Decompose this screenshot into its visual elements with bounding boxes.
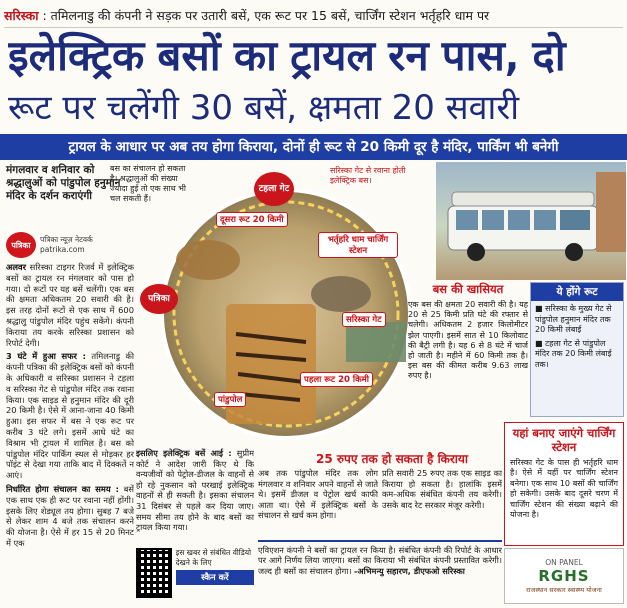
ad-subtitle: राजस्थान सरकार स्वास्थ्य योजना	[526, 586, 602, 594]
tahla-gate-badge: टहला गेट	[254, 172, 294, 206]
sariska-gate-label: सरिस्का गेट	[342, 312, 386, 327]
p3-text: बसें एक साथ एक ही रूट पर रवाना नहीं होंगी। इसके लिए शेड्यूल तय होगा। सुबह 7 बजे से लेकर शाम 4 बजे तक संचालन करने की योजना है। ऐसे में हर 15 से 20 मिनट में एक	[6, 483, 134, 548]
fare-column-2: प्रति सवारी 25 रुपए तक एक साइड का किराया हो सकता है। हालांकि इसमें कम-अधिक संबंधित कंपनी तय करेगी। उसके बाद रेट सरकार मंजूर करेगी।	[382, 468, 502, 510]
dateline-place: सरिस्का	[4, 8, 39, 23]
reason-column	[136, 448, 254, 544]
left-heading: मंगलवार व शनिवार को श्रद्धालुओं को पांडुपोल हनुमान मंदिर के दर्शन कराएंगी	[6, 164, 121, 202]
quote-text: एविएशन कंपनी ने बसों का ट्रायल रन किया है। संबंधित कंपनी की रिपोर्ट के आधार पर आगे निर्णय लिया जाएगा। बसों का किराया भी संबंधित कंपनी प्रस्तावित करेगी। जल्द ही बसों का संचालन होगा।	[258, 545, 502, 576]
gate-photo	[346, 322, 406, 362]
route-diagram-graphic	[136, 164, 436, 446]
bus-features-heading: बस की खासियत	[432, 282, 504, 296]
patrika-logo: पत्रिका	[6, 232, 36, 258]
p3-lead: निर्धारित होगा संचालन का समय :	[6, 483, 119, 494]
qr-code-icon[interactable]	[136, 548, 172, 598]
mongoose-photo	[311, 276, 371, 312]
routes-box	[530, 282, 624, 417]
bus-illustration	[436, 162, 626, 280]
deer-photo	[176, 240, 240, 280]
fare-column-1: अब तक पांडुपोल मंदिर तक लोग मंगलवार व शनिवार अपने वाहनों से जाते थे। इसमें डीजल व पेट्रोल खर्च काफी आता था। ऐसे में इलेक्ट्रिक बसों के संचालन से खर्च कम होगा।	[258, 468, 378, 521]
publisher-byline	[6, 230, 134, 260]
patrika-badge: पत्रिका	[140, 284, 178, 314]
charging-heading: यहां बनाए जाएंगे चार्जिंग स्टेशन	[512, 426, 616, 454]
headline-line-2: रूट पर चलेंगी 30 बसें, क्षमता 20 सवारी	[8, 88, 520, 128]
bus-wheel-front	[467, 243, 485, 261]
dfo-quote	[258, 540, 502, 598]
left-body	[6, 262, 134, 592]
bus-features-text: एक बस की क्षमता 20 सवारी की है। यह 20 से 25 किमी प्रति घंटे की रफ्तार से चलेगी। अधिकतम 2 हजार किलोमीटर झेल पाएगी। इसमें सात से 10 किलोवाट की बैट्री लगी है। यह 6 से 8 घंटे में चार्ज हो जाती है। महीने में 60 किमी तक है। इस बस की कीमत करीब 9.63 लाख रुपए है।	[408, 300, 528, 381]
p2-text: तमिलनाडु की कंपनी पत्रिका की इलेक्ट्रिक बसों को कंपनी के अधिकारी व सरिस्का प्रशासन ने टहला व सरिस्का गेट से पांडुपोल मंदिर तक रवाना किया। एक साइड से हनुमान मंदिर की दूरी 20 किमी है। ऐसे में आना-जाना 40 किमी हुआ। इस सफर में बस ने एक रूट पर करीब 3 घंटे लगे। इसमें आधे घंटे का विश्राम भी ट्रायल में शामिल है। बस को पांडुपोल मंदिर पार्किंग स्थल से मोड़कर हर पॉइंट से देखा गया ताकि बाद में दिक्कतें न आएं।	[6, 351, 134, 481]
pandupol-label: पांडुपोल	[214, 392, 246, 407]
charging-station-label: भर्तृहरि धाम चार्जिंग स्टेशन	[318, 232, 398, 258]
headline-line-1: इलेक्ट्रिक बसों का ट्रायल रन पास, दो	[8, 31, 566, 80]
scan-button[interactable]: स्कैन करें	[176, 570, 254, 585]
p1-text: सरिस्का टाइगर रिजर्व में इलेक्ट्रिक बसों का ट्रायल रन मंगलवार को पास हो गया। दो रूटों पर यह बसें चलेंगी। एक बस की क्षमता अधिकतम 20 सवारी की है। इस तरह दोनों रूटों से एक साथ में 600 श्रद्धालु पांडुपोल मंदिर पहुंच सकेंगे। कंपनी किराया तय करके सरिस्का प्रशासन को रिपोर्ट देगी।	[6, 262, 134, 348]
bus-window-5	[560, 210, 590, 230]
gate-arch	[596, 172, 626, 252]
reason-lead: इसलिए इलेक्ट्रिक बसें आई :	[136, 448, 232, 458]
bus-window-3	[508, 210, 530, 230]
bus-window-4	[534, 210, 556, 230]
bus-caption: सरिस्का गेट से रवाना होती इलेक्ट्रिक बस।	[330, 166, 406, 185]
route-diagram	[110, 164, 436, 446]
reason-text: सुप्रीम कोर्ट ने आदेश जारी किए थे कि वन्यजीवों को पेट्रोल-डीजल के वाहनों से हो रहे नुकसान को परखाई इलेक्ट्रिक वाहनों से ही सकती है। इसका संचालन 31 दिसंबर से पहले कर दिया जाए। समय सीमा तय होने के बाद बसों का ट्रायल किया गया।	[136, 448, 254, 533]
schedule-note: बस का संचालन हो सकता है। श्रद्धालुओं की संख्या ज्यादा हुई तो एक साथ भी चल सकती हैं।	[110, 164, 186, 203]
ad-on-panel: ON PANEL	[545, 558, 583, 567]
route-1-label: पहला रूट 20 किमी	[300, 372, 373, 387]
charging-station-box	[504, 422, 624, 546]
quote-author: -अभिमन्यु सहारण, डीएफओ सरिस्का	[354, 565, 465, 576]
charging-text: सरिस्का गेट के पास ही भर्तृहरि धाम है। ऐसे में यहीं पर चार्जिंग स्टेशन बनेगा। एक साथ 10 बसों की चार्जिंग हो सकेगी। उसके बाद दूसरे चरण में चार्जिंग स्टेशन की संख्या बढ़ाने की योजना है।	[510, 458, 618, 520]
ad-logo-text: RGHS	[538, 567, 590, 585]
bus-wheel-rear	[565, 243, 583, 261]
route-item-2: ■ टहला गेट से पांडुपोल मंदिर तक 20 किमी लंबाई तक।	[535, 338, 612, 369]
route-item-1: ■ सरिस्का के मुख्य गेट से पांडुपोल हनुमान मंदिर तक 20 किमी लंबाई	[535, 304, 612, 334]
electric-bus-photo	[436, 162, 626, 280]
bus-roof	[452, 192, 594, 206]
p2-lead: 3 घंटे में हुआ सफर :	[6, 351, 86, 362]
routes-heading: ये होंगे रूट	[531, 283, 623, 301]
fare-heading: 25 रुपए तक हो सकता है किराया	[316, 452, 468, 466]
kicker-text: : तमिलनाडु की कंपनी ने सड़क पर उतारी बसें, एक रूट पर 15 बसें, चार्जिंग स्टेशन भर्तृहरि धाम पर	[42, 8, 490, 23]
bus-window-1	[456, 210, 478, 230]
p1-lead: अलवर	[6, 262, 26, 272]
byline-network: पत्रिका न्यूज़ नेटवर्क	[40, 235, 93, 244]
bus-window-2	[482, 210, 504, 230]
subheadline-band: ट्रायल के आधार पर अब तय होगा किराया, दोनों ही रूट से 20 किमी दूर है मंदिर, पार्किंग भी बनेगी	[0, 134, 627, 160]
byline-site: patrika.com	[40, 245, 85, 254]
qr-instructions: इस खबर से संबंधित वीडियो देखने के लिए	[175, 548, 252, 567]
kicker-line	[4, 4, 623, 28]
qr-block	[136, 548, 254, 602]
route-2-label: दूसरा रूट 20 किमी	[216, 212, 288, 227]
rghs-ad	[504, 548, 624, 604]
